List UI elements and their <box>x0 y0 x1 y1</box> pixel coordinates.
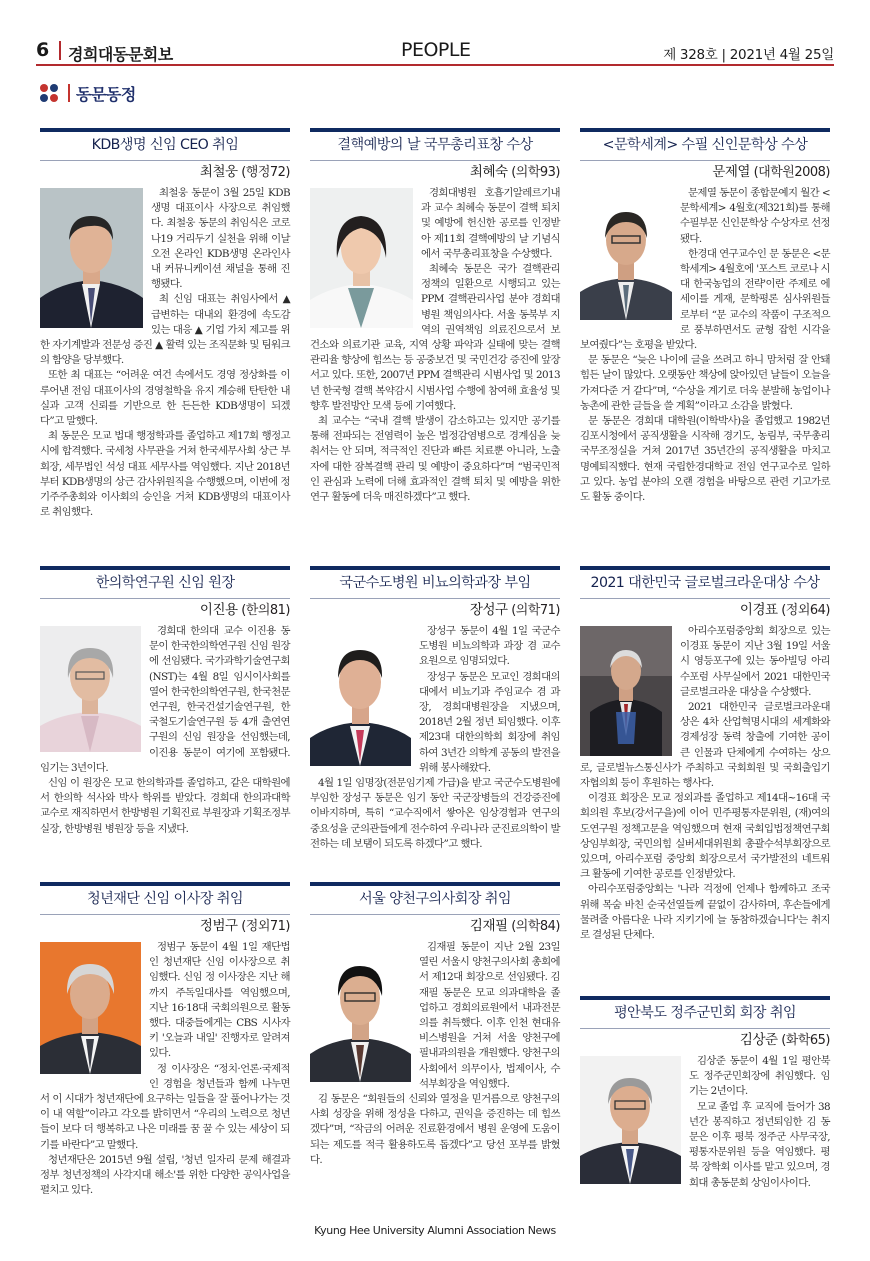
byline <box>40 916 290 937</box>
article-title: 평안북도 정주군민회 회장 취임 <box>580 996 830 1026</box>
paragraph: 장성구 동문은 모교인 경희대의대에서 비뇨기과 주임교수 겸 과장, 경희대병원장을 지냈으며, 2018년 2월 정년 퇴임했다. 이후 제23대 대한의학회 회장에 취임하여 3년간 의학계 공동의 발전을 위해 봉사해왔다. <box>419 670 560 774</box>
byline <box>310 162 560 183</box>
issue-info: 제 328호 | 2021년 4월 25일 <box>663 47 834 63</box>
article-body <box>40 940 290 1198</box>
article-youth-foundation <box>40 882 290 1198</box>
paragraph: 김상준 동문이 4월 1일 평안북도 정주군민회장에 취임했다. 임기는 2년이다. <box>689 1055 830 1098</box>
person-name: 이진용 <box>199 602 238 618</box>
paragraph: 청년재단은 2015년 9월 설립, '청년 일자리 문제 해결과 정부 청년정책의 사각지대 해소'를 위한 다양한 공익사업을 펼치고 있다. <box>40 1153 290 1197</box>
article-jeongju-association <box>580 996 830 1191</box>
person-name: 김재필 <box>469 918 508 934</box>
article-title: 서울 양천구의사회장 취임 <box>310 882 560 912</box>
paragraph: 김재필 동문이 지난 2월 23일 열린 서울시 양천구의사회 총회에서 제12대 회장으로 선임됐다. 김재필 동문은 모교 의과대학을 졸업하고 경희의료원에서 내과전문의를 취득했다. 이후 인천 현대유비스병원을 거쳐 서울 양천구에 필내과의원을 개원했다. 양천구의사회에서 의무이사, 법제이사, 수석부회장을 역임했다. <box>419 941 560 1090</box>
byline <box>580 600 830 621</box>
paragraph: 경희대 한의대 교수 이진용 동문이 한국한의학연구원 신임 원장에 선임됐다. 국가과학기술연구회(NST)는 4월 8일 임시이사회를 열어 한국한의학연구원, 한국천문연구원, 한국건설기술연구원, 한국철도기술연구원 등 4개 출연연구원의 신임 원장을 선임했는데, 이진용 동문이 여기에 포함됐다. 임기는 3년이다. <box>40 625 290 774</box>
article-title: 한의학연구원 신임 원장 <box>40 566 290 596</box>
article-body <box>580 1054 830 1191</box>
portrait-photo <box>40 188 143 328</box>
paragraph: 정범구 동문이 4월 1일 재단법인 청년재단 신임 이사장으로 취임했다. 신임 정 이사장은 지난 해까지 주독일대사를 역임했으며, 지난 16·18대 국회의원으로 활동했다. 대중들에게는 CBS 시사자키 '오늘과 내일' 진행자로 알려져 있다. <box>149 941 290 1060</box>
paragraph: 이경표 회장은 모교 정외과를 졸업하고 제14대~16대 국회의원 후보(강서구을)에 이어 민주평통자문위원, (재)여의도연구원 정책고문을 역임했으며 현재 국회입법정책연구회 상임부회장, 국민의힘 실버세대위원회 총괄수석부회장으로 있으며, 아리수포럼 중앙회 회장으로서 국가발전의 네트워크 활동에 기여한 공로를 인정받았다. <box>580 792 830 881</box>
section-dots-icon <box>40 84 62 102</box>
masthead <box>36 34 834 64</box>
byline <box>310 600 560 621</box>
paragraph: 최혜숙 동문은 국가 결핵관리 정책의 일환으로 시행되고 있는 PPM 결핵관리사업 분야 경희대병원 책임의사다. 서울 동북부 지역의 권역책임 의료진으로서 보건소와 의료기관 교육, 지역 상황 파악과 실태에 맞는 결핵관리율 향상에 힘쓰는 등 공중보건 및 국민건강 증진에 앞장서고 있다. 또한, 2007년 PPM 결핵관리 시범사업 및 2013년 한국형 결핵 복약감시 시범사업 수행에 참여해 효율성 및 향후 발전방안 모색 등에 기여했다. <box>310 263 560 412</box>
person-name: 이경표 <box>739 602 778 618</box>
article-kdb-ceo <box>40 128 290 520</box>
portrait-photo <box>310 188 413 328</box>
paragraph: 문제열 동문이 종합문예지 월간 <문학세계> 4월호(제321회)를 통해 수필부문 신인문학상 수상자로 선정됐다. <box>680 187 830 245</box>
article-title: 2021 대한민국 글로벌크라운대상 수상 <box>580 566 830 596</box>
paragraph: 문 동문은 경희대 대학원(이학박사)을 졸업했고 1982년 김포시청에서 공직생활을 시작해 경기도, 농림부, 국무총리 국무조정실을 거쳐 2017년 35년간의 공직생활을 마치고 명예퇴직했다. 현재 국립한경대학교 전임 연구교수로 일하고 있다. 농업 분야의 오랜 경험을 바탕으로 관련 기고가로도 활동 중이다. <box>580 415 830 504</box>
article-global-crown-award <box>580 566 830 943</box>
section-header <box>40 82 136 104</box>
paragraph: 김 동문은 “회원들의 신뢰와 열정을 믿거름으로 양천구의사회 성장을 위해 정성을 다하고, 권익을 증진하는 데 힘쓰겠다”며, “작금의 어려운 진료환경에서 병원 운영에 도움이 되는 제도를 적극 활용하도록 돕겠다”고 당선 포부를 밝혔다. <box>310 1093 560 1166</box>
paragraph: 신임 이 원장은 모교 한의학과를 졸업하고, 같은 대학원에서 한의학 석사와 박사 학위를 받았다. 경희대 한의과대학 교수로 재직하면서 한방병원 기획진료 부원장과 기획조정부실장, 한방병원 병원장 등을 지냈다. <box>40 777 290 835</box>
person-affiliation: (의학93) <box>511 165 560 180</box>
paragraph: 아리수포럼중앙회 회장으로 있는 이경표 동문이 지난 3월 19일 서울시 영등포구에 있는 동아빌딩 아리수포럼 사무실에서 2021 대한민국 글로벌크라운 대상을 수상했다. <box>680 625 830 698</box>
article-title: KDB생명 신임 CEO 취임 <box>40 128 290 158</box>
portrait-photo <box>310 942 411 1082</box>
portrait-photo <box>40 626 141 752</box>
paragraph: 경희대병원 호흡기알레르기내과 교수 최혜숙 동문이 결핵 퇴치 및 예방에 헌신한 공로를 인정받아 제11회 결핵예방의 날 기념식에서 국무총리표창을 수상했다. <box>421 187 560 260</box>
article-body <box>310 624 560 852</box>
paragraph: 최 동문은 모교 법대 행정학과를 졸업하고 제17회 행정고시에 합격했다. 국세청 사무관을 거쳐 한국세무사회 상근 부회장, 세무법인 석성 대표 세무사를 역임했다. 지난 2018년부터 KDB생명의 상근 감사위원직을 수행했으며, 이번에 정기주주총회와 이사회의 승인을 거쳐 KDB생명의 대표이사로 취임했다. <box>40 430 290 519</box>
person-affiliation: (정외64) <box>781 603 830 618</box>
byline <box>40 600 290 621</box>
paragraph: 2021 대한민국 글로벌크라운대상은 4차 산업혁명시대의 세계화와 경제성장 동력 창출에 기여한 공이 큰 인물과 단체에게 수여하는 상으로, 글로벌뉴스통신사가 주최하고 국회회원 및 국회출입기자협의회 등이 후원하는 행사다. <box>580 701 830 790</box>
article-body <box>580 186 830 505</box>
article-body <box>40 186 290 520</box>
paragraph: 한경대 연구교수인 문 동문은 <문학세계> 4월호에 '포스트 코로나 시대 한국농업의 전략'이란 주제로 에세이를 게재, 문학평론 심사위원들로부터 “문 교수의 작품이 구조적으로 풍부하면서도 균형 잡힌 시각을 보여줬다”는 호평을 받았다. <box>580 247 830 352</box>
byline <box>580 162 830 183</box>
byline <box>310 916 560 937</box>
award-photo <box>580 626 672 756</box>
page-footer: Kyung Hee University Alumni Association News <box>314 1224 556 1237</box>
person-affiliation: (의학71) <box>511 603 560 618</box>
paragraph: 모교 졸업 후 교직에 들어가 38년간 봉직하고 정년퇴임한 김 동문은 이후 평북 정주군 사무국장, 평통자문위원 등을 역임했다. 평북 장학회 이사를 맡고 있으며, 경희대 총동문회 상임이사이다. <box>689 1100 830 1189</box>
article-armed-forces-hospital <box>310 566 560 852</box>
paragraph: 4월 1일 임명장(전문임기제 가급)을 받고 국군수도병원에 부임한 장성구 동문은 임기 동안 국군장병들의 건강증진에 이바지하며, 특히 “교수직에서 쌓아온 임상경험과 연구의 중요성을 군의관들에게 전수하여 우리나라 군진료의학이 발전하는 데 보탬이 되도록 하겠다”고 했다. <box>310 777 560 850</box>
article-title: 국군수도병원 비뇨의학과장 부임 <box>310 566 560 596</box>
article-body <box>40 624 290 837</box>
section-bar <box>68 84 70 102</box>
portrait-photo <box>580 188 672 320</box>
paragraph: 정 이사장은 “정치·언론·국제적인 경험을 청년들과 함께 나누면서 이 시대가 청년재단에 요구하는 일들을 잘 풀어나가는 것이 내 역할”이라고 각오를 밝히면서 “우리의 노력으로 청년들이 보다 더 행복하고 나은 미래를 꿈 꿀 수 있는 세상이 되기를 바란다”고 말했다. <box>40 1062 290 1151</box>
byline <box>580 1030 830 1051</box>
person-name: 문제열 <box>712 164 750 180</box>
paragraph: 문 동문은 “늦은 나이에 글을 쓰려고 하니 맘처럼 잘 안돼 힘든 날이 많았다. 오랫동안 책상에 앉아있던 날들이 오늘을 가져다준 거 같다”며, “수상을 계기로 더욱 분발해 농업이나 농촌에 관한 글들을 쓸 계획”이라고 소감을 밝혔다. <box>580 354 830 412</box>
person-name: 최혜숙 <box>469 164 508 180</box>
article-kiom-director <box>40 566 290 837</box>
page-number: 6 <box>36 39 50 61</box>
article-title: <문학세계> 수필 신인문학상 수상 <box>580 128 830 158</box>
person-affiliation: (행정72) <box>241 165 290 180</box>
paragraph: 최 신임 대표는 취임사에서 ▲급변하는 대내외 환경에 속도감 있는 대응 ▲ 기업 가치 제고를 위한 자기계발과 전문성 증진 ▲ 활력 있는 조직문화 및 팀워크의 함양을 당부했다. <box>40 293 290 367</box>
masthead-rule <box>36 64 834 66</box>
portrait-photo <box>310 626 411 766</box>
article-yangcheon-medical <box>310 882 560 1168</box>
section-label: PEOPLE <box>401 39 471 61</box>
article-title: 결핵예방의 날 국무총리표창 수상 <box>310 128 560 158</box>
person-name: 정범구 <box>199 918 238 934</box>
person-affiliation: (대학원2008) <box>753 165 830 180</box>
person-affiliation: (정외71) <box>241 919 290 934</box>
article-tb-award <box>310 128 560 505</box>
article-body <box>310 186 560 505</box>
paragraph: 최 교수는 “국내 결핵 발생이 감소하고는 있지만 공기를 통해 전파되는 전염력이 높은 법정감염병으로 경계심을 늦춰서는 안 되며, 적극적인 진단과 빠른 치료뿐 아니라, 노출자에 대한 잠복결핵 관리 및 예방이 중요하다”며 “범국민적인 관심과 노력에 더해 효과적인 결핵 퇴치 및 예방을 위한 연구 활동에 더욱 매진하겠다”고 했다. <box>310 415 560 504</box>
article-title: 청년재단 신임 이사장 취임 <box>40 882 290 912</box>
portrait-photo <box>580 1056 681 1184</box>
portrait-photo <box>40 942 141 1074</box>
person-affiliation: (화학65) <box>781 1033 830 1048</box>
paper-name: 경희대동문회보 <box>68 45 173 64</box>
paragraph: 또한 최 대표는 “어려운 여건 속에서도 경영 정상화를 이루어낸 전임 대표이사의 경영철학을 유지 계승해 탄탄한 내실과 고객 신뢰를 기반으로 한 든든한 KDB생명이 되겠다”고 말했다. <box>40 369 290 428</box>
person-affiliation: (의학84) <box>511 919 560 934</box>
person-name: 최철웅 <box>199 164 238 180</box>
byline <box>40 162 290 183</box>
person-name: 김상준 <box>739 1032 778 1048</box>
paragraph: 최철웅 동문이 3월 25일 KDB생명 대표이사 사장으로 취임했다. 최철웅 동문의 취임식은 코로나19 거리두기 실천을 위해 이날 오전 온라인 KDB생명 온라인사내 커뮤니케이션 채널을 통해 진행됐다. <box>151 187 290 291</box>
paragraph: 아리수포럼중앙회는 '나라 걱정에 언제나 함께하고 조국 위해 목숨 바친 순국선열들께 끝없이 감사하며, 후손들에게 물려줄 아름다운 나라 지키기에 늘 동참하겠습니다'는 취지로 결성된 단체다. <box>580 883 830 942</box>
person-affiliation: (한의81) <box>241 603 290 618</box>
article-body <box>580 624 830 943</box>
section-title: 동문동정 <box>76 84 136 104</box>
article-literature-prize <box>580 128 830 505</box>
paragraph: 장성구 동문이 4월 1일 국군수도병원 비뇨의학과 과장 겸 교수요원으로 임명되었다. <box>419 625 560 668</box>
masthead-divider <box>59 41 61 60</box>
person-name: 장성구 <box>469 602 508 618</box>
article-body <box>310 940 560 1168</box>
